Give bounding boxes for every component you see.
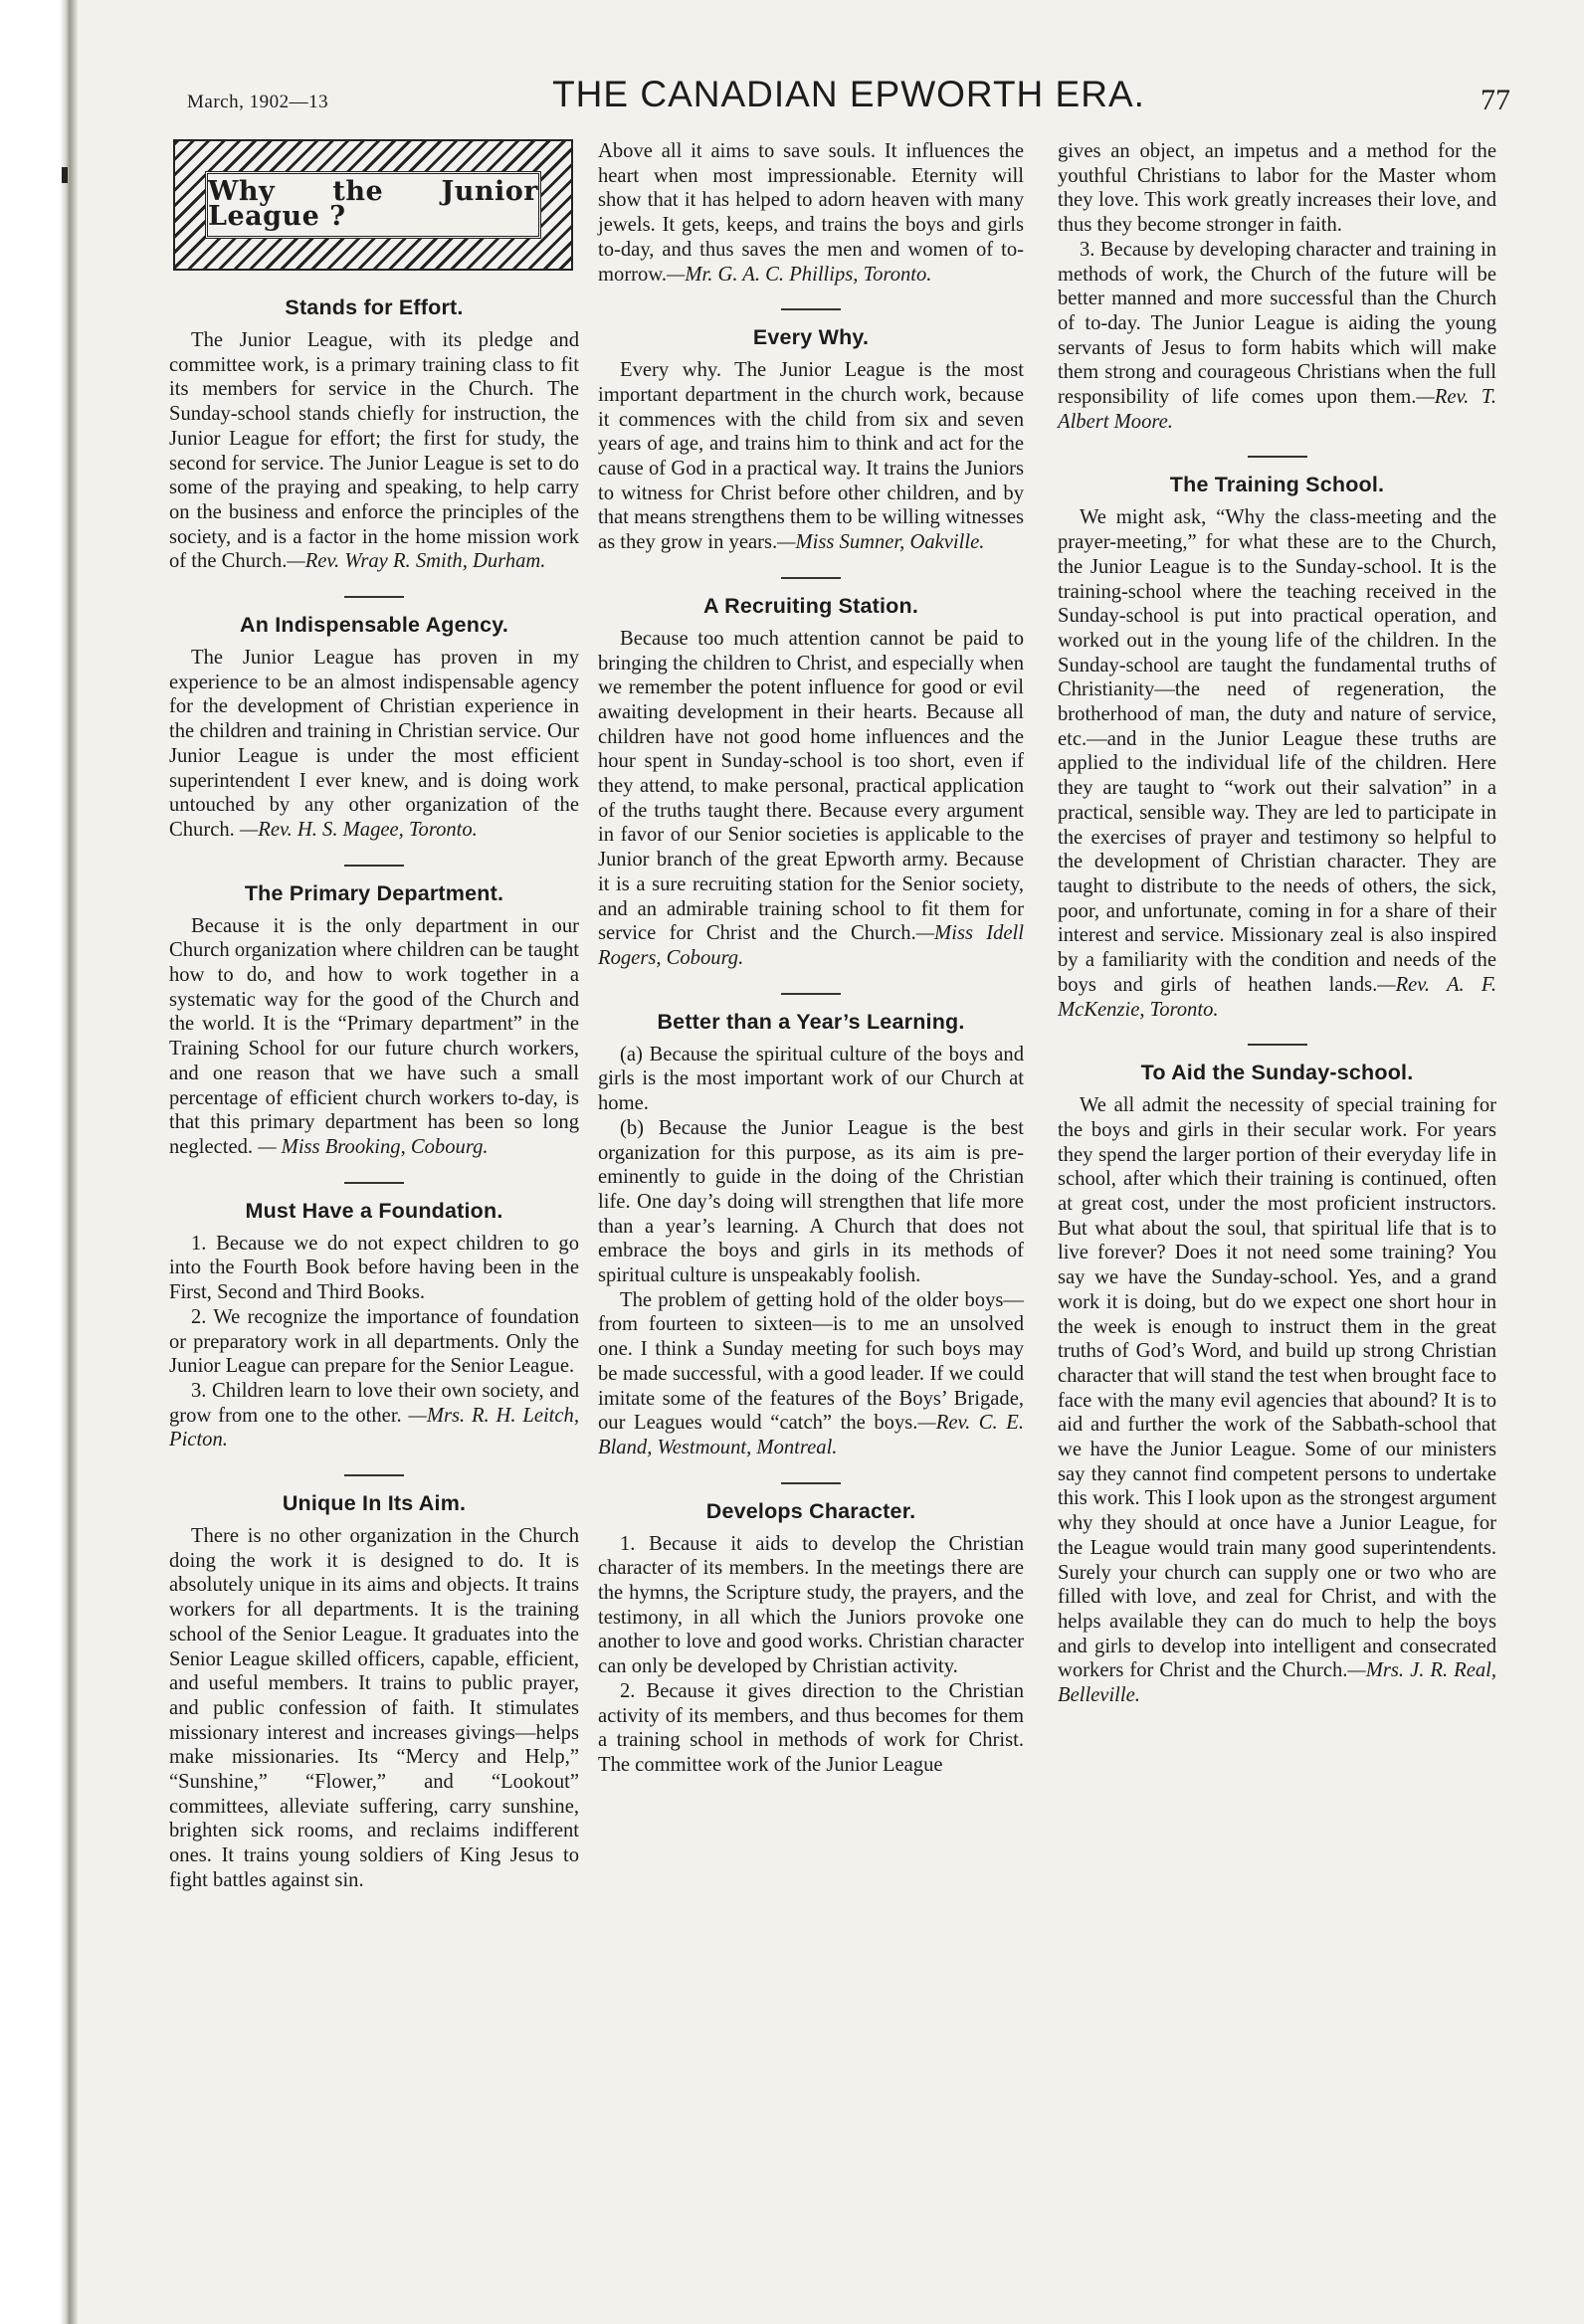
section-divider: [344, 1474, 404, 1476]
article-signature: —Miss Sumner, Oakville.: [777, 531, 985, 554]
article-signature: —Miss Idell Rogers, Cobourg.: [598, 922, 1024, 969]
article-paragraph: 1. Because it aids to develop the Christian character of its members. In the meetings there are the hymns, the Scripture study, the prayers, and the testimony, in all which the Juniors provoke one another to love and good works. Christian character can only be developed by Christian activity.: [598, 1532, 1024, 1678]
article-heading: Must Have a Foundation.: [245, 1198, 503, 1223]
article-signature: —Rev. H. S. Magee, Toronto.: [239, 818, 478, 841]
article-paragraph: We all admit the necessity of special training for the boys and girls in their secular work. For years they spend the larger portion of their everyday life in school, after which their training is continued, often at great cost, under the most proficient instructors. But what about the soul, that spiritual life that is to live forever? Does it not need some training? You say we have the Sunday-school. Yes, and a grand work it is doing, but do we expect one short hour in the week is enough to instruct them in the great truths of God’s Word, and build up strong Christian character that will stand the test when brought face to face with the many evil agencies that abound? It is to aid and further the work of the Sabbath-school that we have the Junior League. Some of our ministers say they cannot find competent persons to undertake this work. This I look upon as the strongest argument why they should at once have a Junior League, for the League would train many good superintendents. Surely your church can supply one or two who are filled with love, and zeal for Christ, and with the helps available they can do much to help the boys and girls to develop into intelligent and consecrated workers for Christ and the Church.—Mrs. J. R. Real, Belleville.: [1058, 1094, 1496, 1707]
article-paragraph: 1. Because we do not expect children to go into the Fourth Book before having been in the First, Second and Third Books.: [169, 1232, 579, 1304]
column-2: [598, 139, 1024, 2284]
scan-mark: [62, 167, 68, 183]
article-signature: —Mrs. R. H. Leitch, Picton.: [169, 1404, 579, 1452]
article-paragraph: 3. Children learn to love their own society, and grow from one to the other. —Mrs. R. H. Leitch, Picton.: [169, 1379, 579, 1452]
section-divider: [344, 1182, 404, 1184]
section-divider: [781, 1482, 841, 1484]
article-paragraph: There is no other organization in the Church doing the work it is designed to do. It is absolutely unique in its aims and objects. It trains workers for all departments. It is the training school of the Senior League. It graduates into the Senior League skilled officers, capable, efficient, and useful members. It trains to public prayer, and public confession of faith. It stimulates missionary interest and increases givings—helps make missionaries. Its “Mercy and Help,” “Sunshine,” “Flower,” and “Lookout” committees, alleviate suffering, carry sunshine, brighten sick rooms, and reclaims indifferent ones. It trains young soldiers of King Jesus to fight battles against sin.: [169, 1525, 579, 1891]
article-signature: —Rev. C. E. Bland, Westmount, Montreal.: [598, 1412, 1024, 1458]
section-divider: [344, 596, 404, 598]
section-divider: [1248, 1044, 1307, 1046]
article-heading: Unique In Its Aim.: [282, 1491, 467, 1516]
running-head: [187, 74, 1510, 123]
article-signature: — Miss Brooking, Cobourg.: [258, 1135, 489, 1158]
section-divider: [781, 308, 841, 310]
article-heading: The Training School.: [1169, 473, 1385, 497]
scan-binding-edge: [0, 0, 78, 2324]
article-paragraph-continued: Above all it aims to save souls. It influences the heart when most impressionable. Eternity will show that it has helped to adorn heaven with many jewels. It gets, keeps, and trains the boys and girls to-day, and thus saves the men and women of to-morrow.—Mr. G. A. C. Phillips, Toronto.: [598, 140, 1024, 286]
article-heading: An Indispensable Agency.: [239, 613, 509, 638]
article-signature: —Rev. T. Albert Moore.: [1058, 386, 1496, 433]
article-paragraph: The Junior League, with its pledge and committee work, is a primary training class to fit its members for service in the Church. The Sunday-school stands chiefly for instruction, the Junior League for effort; the first for study, the second for service. The Junior League is set to do some of the praying and speaking, to help carry on the business and enforce the principles of the society, and is a factor in the home mission work of the Church.—Rev. Wray R. Smith, Durham.: [169, 329, 579, 573]
banner-panel: [205, 171, 541, 239]
article-paragraph: 3. Because by developing character and training in methods of work, the Church of the future will be better manned and more successful than the Church of to-day. The Junior League is aiding the young servants of Jesus to form habits which will make them strong and courageous Christians when the full responsibility of life comes upon them.—Rev. T. Albert Moore.: [1058, 238, 1496, 433]
article-heading: Every Why.: [752, 325, 870, 350]
article-heading: To Aid the Sunday-school.: [1140, 1061, 1414, 1085]
section-divider: [781, 993, 841, 995]
page-number: 77: [1481, 84, 1510, 116]
section-divider: [344, 865, 404, 867]
section-divider: [1248, 456, 1307, 458]
article-paragraph: The problem of getting hold of the older boys—from fourteen to sixteen—is to me an unsolved one. I think a Sunday meeting for such boys may be made successful, with a good leader. If we could imitate some of the features of the Boys’ Brigade, our Leagues would “catch” the boys.—Rev. C. E. Bland, Westmount, Montreal.: [598, 1288, 1024, 1458]
article-signature: —Rev. Wray R. Smith, Durham.: [287, 550, 546, 573]
article-paragraph: (b) Because the Junior League is the best organization for this purpose, as its aim is pre-eminently to guide in the doing of the Christian life. One day’s doing will strengthen that life more than a year’s learning. A Church that does not embrace the boys and girls in its methods of spiritual culture is unspeakably foolish.: [598, 1116, 1024, 1287]
banner-title: Why the Junior League ?: [208, 176, 538, 232]
article-heading: Better than a Year’s Learning.: [657, 1009, 965, 1034]
article-paragraph: Because too much attention cannot be paid to bringing the children to Christ, and especially when we remember the potent influence for good or evil awaiting development in their hearts. Because all children have not good home influences and the hour spent in Sunday-school is too short, even if they attend, to make personal, practical application of the truths taught there. Because every argument in favor of our Senior societies is applicable to the Junior branch of the great Epworth army. Because it is a sure recruiting station for the Senior society, and an admirable training school to fit them for service for Christ and the Church.—Miss Idell Rogers, Cobourg.: [598, 627, 1024, 969]
article-signature: —Mrs. J. R. Real, Belleville.: [1058, 1659, 1496, 1707]
article-paragraph: 2. Because it gives direction to the Christian activity of its members, and thus becomes for them a training school in methods of work for Christ. The committee work of the Junior League: [598, 1679, 1024, 1776]
article-heading: Stands for Effort.: [285, 295, 464, 319]
column-3: [1058, 139, 1496, 2284]
article-signature: —Rev. A. F. McKenzie, Toronto.: [1058, 973, 1496, 1021]
section-divider: [781, 577, 841, 579]
issue-date: March, 1902—13: [187, 92, 329, 112]
article-heading: A Recruiting Station.: [702, 593, 919, 618]
magazine-title: THE CANADIAN EPWORTH ERA.: [552, 74, 1145, 114]
article-signature: —Mr. G. A. C. Phillips, Toronto.: [667, 263, 932, 286]
article-paragraph-continued: gives an object, an impetus and a method for the youthful Christians to labor for the Master whom they love. This work greatly increases their love, and thus they become stronger in faith.: [1058, 140, 1496, 237]
article-paragraph: Every why. The Junior League is the most important department in the church work, because it commences with the child from six and seven years of age, and trains him to think and act for the cause of God in a practical way. It trains the Juniors to witness for Christ before other children, and by that means strengthens them to be willing witnesses as they grow in years.—Miss Sumner, Oakville.: [598, 359, 1024, 554]
article-heading: Develops Character.: [705, 1498, 916, 1523]
article-paragraph: (a) Because the spiritual culture of the boys and girls is the most important work of our Church at home.: [598, 1043, 1024, 1115]
article-paragraph: 2. We recognize the importance of foundation or preparatory work in all departments. Only the Junior League can prepare for the Senior League.: [169, 1305, 579, 1378]
article-paragraph: The Junior League has proven in my experience to be an almost indispensable agency for the development of Christian experience in the children and training in Christian service. Our Junior League is under the most efficient superintendent I ever knew, and is doing work untouched by any other organization of the Church. —Rev. H. S. Magee, Toronto.: [169, 647, 579, 841]
article-paragraph: We might ask, “Why the class-meeting and the prayer-meeting,” for what these are to the Church, the Junior League is to the Sunday-school. It is the training-school where the teaching received in the Sunday-school is put into practical operation, and worked out in the young life of the children. In the Sunday-school are taught the fundamental truths of Christianity—the need of regeneration, the brotherhood of man, the duty and nature of service, etc.—and in the Junior League these truths are applied to the individual life of the children. Here they are taught to “work out their salvation” in a practical, sensible way. They are led to participate in the exercises of prayer and testimony so helpful to the development of Christian character. They are taught to distribute to the needs of others, the sick, poor, and unfortunate, coming in for a share of their interest and service. Missionary zeal is also inspired by a familiarity with the condition and needs of the boys and girls of heathen lands.—Rev. A. F. McKenzie, Toronto.: [1058, 506, 1496, 1021]
column-1: [169, 139, 579, 2284]
decorative-banner: [173, 139, 573, 271]
article-paragraph: Because it is the only department in our Church organization where children can be taught how to do, and how to work together in a systematic way for the good of the Church and the world. It is the “Primary department” in the Training School for our future church workers, and one reason that we have such a small percentage of efficient church workers to-day, is that this primary department has been so long neglected. — Miss Brooking, Cobourg.: [169, 914, 579, 1158]
article-heading: The Primary Department.: [244, 880, 504, 905]
